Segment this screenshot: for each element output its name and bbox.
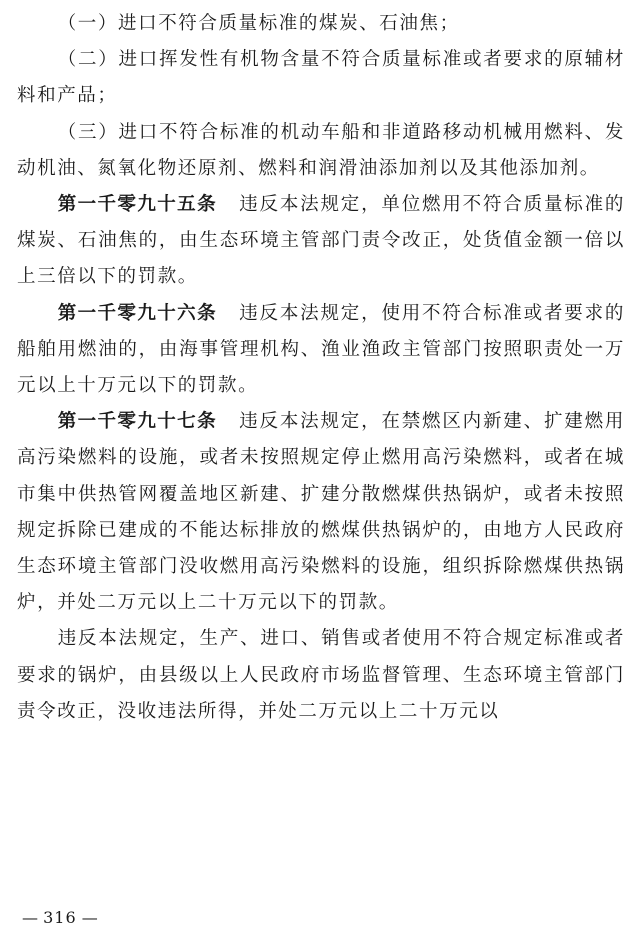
list-item (17, 6, 625, 42)
list-item (17, 42, 625, 114)
item-label: （三） (57, 121, 119, 143)
item-text: 进口挥发性有机物含量不符合质量标准或者要求的原辅材料和产品； (17, 49, 625, 107)
item-label: （二） (57, 49, 119, 71)
document-page (17, 6, 625, 730)
article-heading: 第一千零九十七条 (57, 411, 218, 433)
article-heading: 第一千零九十六条 (57, 302, 218, 324)
article-heading: 第一千零九十五条 (57, 194, 218, 216)
page-footer: — 316 — (22, 908, 98, 927)
article-text: 违反本法规定，在禁燃区内新建、扩建燃用高污染燃料的设施，或者未按照规定停止燃用高污染燃料，或者在城市集中供热管网覆盖地区新建、扩建分散燃煤供热锅炉，或者未按照规定拆除已建成的不能达标排放的燃煤供热锅炉的，由地方人民政府生态环境主管部门没收燃用高污染燃料的设施，组织拆除燃煤供热锅炉，并处二万元以上二十万元以下的罚款。 (17, 411, 625, 614)
page-number: 316 (43, 908, 77, 927)
final-paragraph: 违反本法规定，生产、进口、销售或者使用不符合规定标准或者要求的锅炉，由县级以上人民政府市场监督管理、生态环境主管部门责令改正，没收违法所得，并处二万元以上二十万元以 (17, 628, 625, 722)
article-1095 (17, 187, 625, 296)
article-text: 违反本法规定，单位燃用不符合质量标准的煤炭、石油焦的，由生态环境主管部门责令改正，处货值金额一倍以上三倍以下的罚款。 (17, 194, 625, 288)
item-text: 进口不符合标准的机动车船和非道路移动机械用燃料、发动机油、氮氧化物还原剂、燃料和润滑油添加剂以及其他添加剂。 (17, 121, 625, 179)
list-item (17, 115, 625, 187)
article-1096 (17, 296, 625, 405)
article-text: 违反本法规定，使用不符合标准或者要求的船舶用燃油的，由海事管理机构、渔业渔政主管部门按照职责处一万元以上十万元以下的罚款。 (17, 302, 625, 397)
article-1097 (17, 404, 625, 621)
item-text: 进口不符合质量标准的煤炭、石油焦； (118, 13, 460, 34)
item-label: （一） (57, 13, 118, 34)
